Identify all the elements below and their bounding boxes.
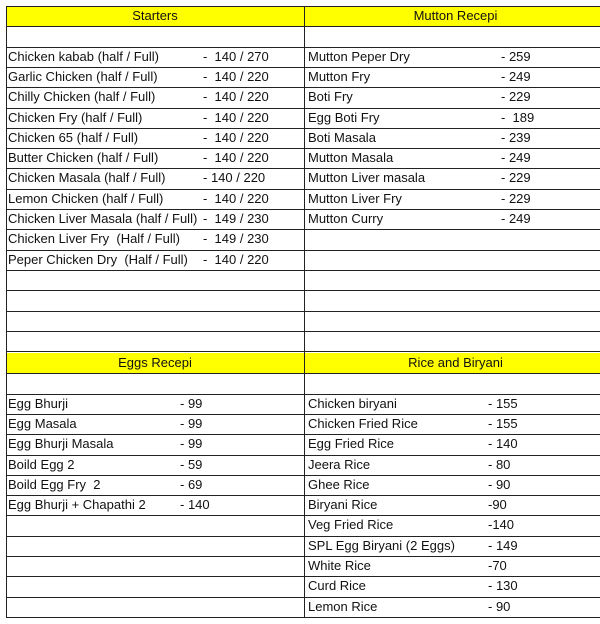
menu-item-price: - 80	[488, 456, 511, 472]
menu-item-price: - 99	[180, 415, 203, 431]
menu-item-price: - 59	[180, 456, 203, 472]
menu-item-name: White Rice	[308, 558, 371, 573]
menu-item-name: Mutton Fry	[308, 68, 371, 84]
menu-item-price: - 140 / 220	[203, 170, 266, 186]
grid-line	[6, 290, 600, 291]
menu-item-price: - 140 / 220	[203, 251, 269, 267]
menu-item-price: - 140 / 220	[203, 68, 269, 84]
menu-item-name: Chicken kabab (half / Full)	[8, 48, 160, 64]
menu-item-name: Egg Fried Rice	[308, 436, 394, 452]
menu-item-price: - 229	[501, 89, 531, 105]
menu-item-name: SPL Egg Biryani (2 Eggs)	[308, 537, 455, 553]
menu-item-name: Lemon Rice	[308, 598, 378, 614]
menu-item-name: Chicken 65 (half / Full)	[8, 129, 139, 145]
menu-item-name: Lemon Chicken (half / Full)	[8, 190, 164, 206]
menu-item-price: - 155	[488, 415, 518, 431]
menu-item-price: -90	[488, 497, 507, 513]
menu-item-name: Egg Bhurji + Chapathi 2	[8, 497, 146, 513]
menu-item-price: - 149 / 230	[203, 231, 269, 247]
menu-item-price: - 140	[180, 497, 210, 513]
menu-item-price: - 90	[488, 476, 511, 492]
menu-item-price: - 249	[501, 211, 531, 226]
menu-item-name: Boild Egg 2	[8, 456, 75, 472]
menu-item-price: - 155	[488, 395, 518, 411]
menu-item-name: Chicken Liver Fry (Half / Full)	[8, 231, 180, 247]
menu-item-price: - 249	[501, 150, 531, 166]
menu-item-name: Biryani Rice	[308, 497, 378, 513]
menu-item-price: - 249	[501, 68, 531, 84]
menu-item-price: - 239	[501, 129, 531, 145]
menu-item-name: Mutton Peper Dry	[308, 48, 410, 64]
menu-item-name: Chicken Liver Masala (half / Full)	[8, 211, 198, 226]
menu-item-price: - 140 / 220	[203, 190, 269, 206]
menu-item-price: -140	[488, 517, 515, 533]
grid-line	[6, 26, 600, 27]
menu-item-price: - 140 / 220	[203, 89, 269, 105]
menu-item-name: Mutton Liver Fry	[308, 190, 402, 206]
menu-item-name: Egg Bhurji	[8, 395, 68, 411]
menu-item-name: Chicken Fried Rice	[308, 415, 418, 431]
menu-item-price: - 140 / 220	[203, 129, 269, 145]
grid-line	[6, 597, 600, 598]
grid-line	[6, 331, 600, 332]
menu-item-price: - 189	[501, 109, 535, 125]
menu-item-price: - 140	[488, 436, 518, 452]
grid-line	[6, 6, 7, 618]
grid-line	[304, 6, 305, 618]
menu-item-name: Curd Rice	[308, 578, 366, 594]
menu-item-price: - 99	[180, 436, 203, 452]
menu-item-name: Jeera Rice	[308, 456, 371, 472]
menu-item-name: Chicken Fry (half / Full)	[8, 109, 143, 125]
menu-item-name: Egg Masala	[8, 415, 77, 431]
menu-item-name: Ghee Rice	[308, 476, 370, 492]
menu-item-name: Egg Boti Fry	[308, 109, 380, 125]
menu-item-price: - 149	[488, 537, 518, 553]
menu-item-name: Chicken Masala (half / Full)	[8, 170, 166, 186]
menu-item-price: - 229	[501, 170, 531, 186]
menu-item-name: Boild Egg Fry 2	[8, 476, 101, 492]
starters-title: Starters	[132, 8, 178, 23]
mutton-title: Mutton Recepi	[413, 8, 498, 23]
menu-item-price: - 90	[488, 598, 511, 614]
menu-item-name: Boti Masala	[308, 129, 376, 145]
menu-item-price: - 229	[501, 190, 531, 206]
menu-item-price: - 130	[488, 578, 518, 594]
menu-item-name: Chilly Chicken (half / Full)	[8, 89, 156, 105]
menu-item-price: - 149 / 230	[203, 211, 269, 226]
menu-item-name: Peper Chicken Dry (Half / Full)	[8, 251, 188, 267]
menu-item-price: - 99	[180, 395, 203, 411]
grid-line	[6, 617, 600, 618]
menu-item-name: Veg Fried Rice	[308, 517, 394, 533]
grid-line	[6, 311, 600, 312]
rice-title: Rice and Biryani	[408, 355, 503, 370]
menu-item-name: Mutton Masala	[308, 150, 394, 166]
grid-line	[6, 373, 600, 374]
grid-line	[6, 351, 600, 352]
menu-item-name: Egg Bhurji Masala	[8, 436, 114, 452]
menu-item-name: Butter Chicken (half / Full)	[8, 150, 159, 166]
grid-line	[6, 6, 600, 7]
menu-item-name: Garlic Chicken (half / Full)	[8, 68, 158, 84]
menu-sheet	[6, 6, 600, 618]
menu-item-price: -70	[488, 558, 507, 573]
menu-item-price: - 140 / 220	[203, 150, 269, 166]
grid-line	[6, 270, 600, 271]
menu-item-name: Boti Fry	[308, 89, 353, 105]
menu-item-price: - 140 / 220	[203, 109, 269, 125]
grid-line	[6, 455, 600, 456]
menu-item-price: - 69	[180, 476, 203, 492]
eggs-title: Eggs Recepi	[118, 355, 192, 370]
menu-item-price: - 140 / 270	[203, 48, 269, 64]
menu-item-price: - 259	[501, 48, 531, 64]
menu-item-name: Mutton Liver masala	[308, 170, 426, 186]
grid-line	[6, 556, 600, 557]
menu-item-name: Chicken biryani	[308, 395, 397, 411]
menu-item-name: Mutton Curry	[308, 211, 384, 226]
